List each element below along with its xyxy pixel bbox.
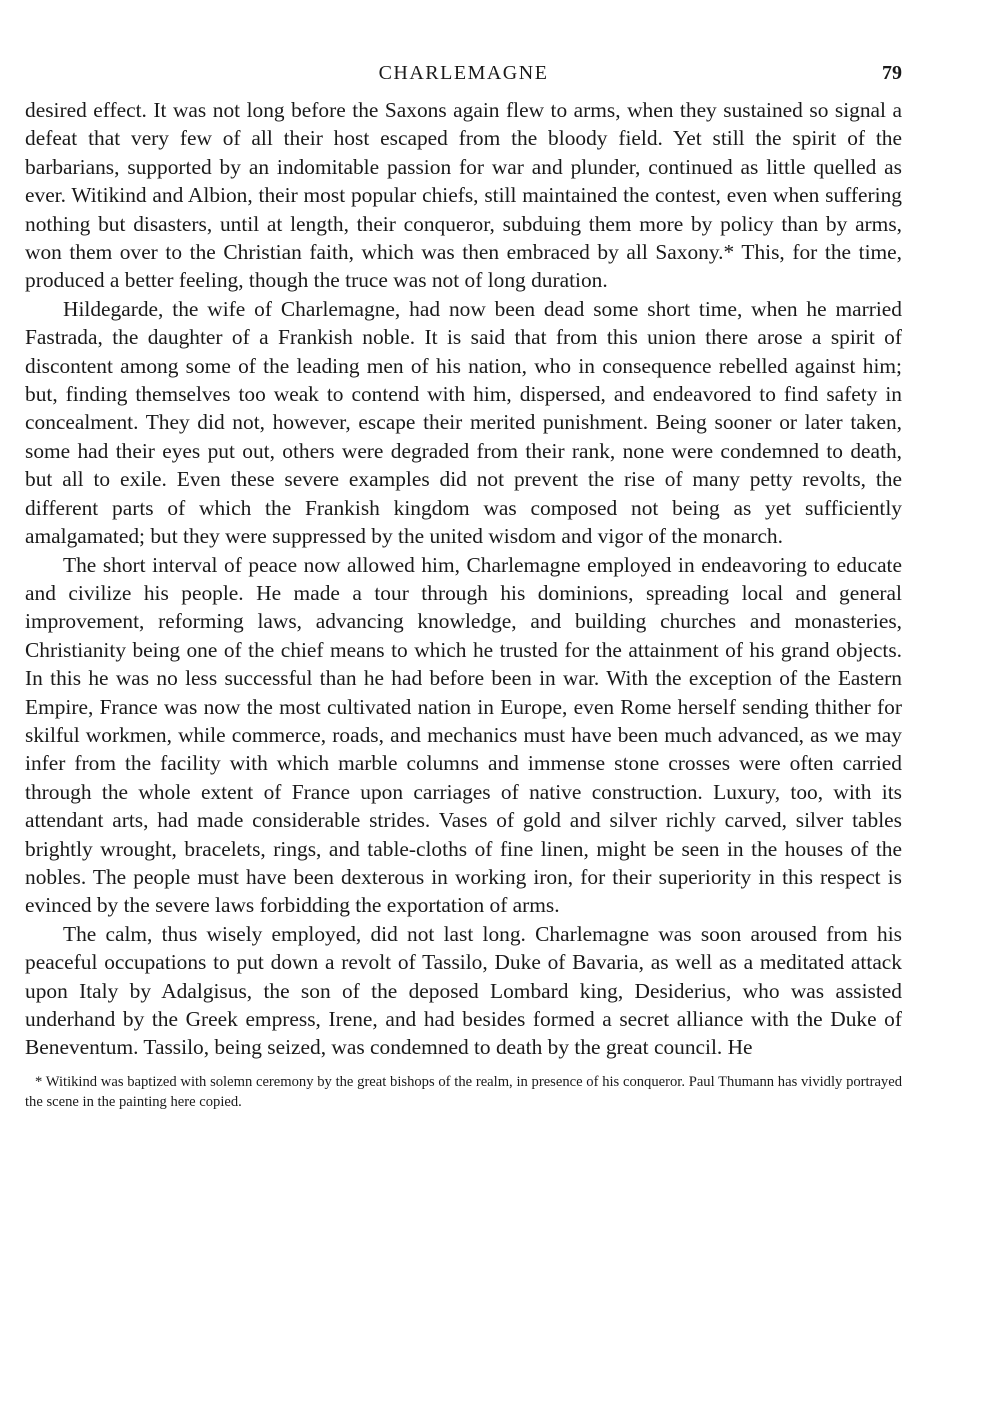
body-text <box>25 96 902 1062</box>
running-header <box>25 62 902 96</box>
paragraph: The calm, thus wisely employed, did not last long. Charlemagne was soon aroused from his peaceful occupations to put down a revolt of Tassilo, Duke of Bavaria, as well as a meditated attack upon Italy by Adalgisus, the son of the deposed Lombard king, Desiderius, who was assisted underhand by the Greek empress, Irene, and had besides formed a secret alliance with the Duke of Beneventum. Tassilo, being seized, was condemned to death by the great council. He <box>25 921 902 1060</box>
paragraph: Hildegarde, the wife of Charlemagne, had now been dead some short time, when he married Fastrada, the daughter of a Frankish noble. It is said that from this union there arose a spirit of discontent among some of the leading men of his nation, who in consequence rebelled against him; but, finding themselves too weak to contend with him, dispersed, and endeavored to find safety in concealment. They did not, however, escape their merited punishment. Being sooner or later taken, some had their eyes put out, others were degraded from their rank, none were condemned to death, but all to exile. Even these severe examples did not prevent the rise of many petty revolts, the different parts of which the Frankish kingdom was composed not being as yet sufficiently amalgamated; but they were suppressed by the united wisdom and vigor of the monarch. <box>25 296 902 549</box>
footnote: * Witikind was baptized with solemn ceremony by the great bishops of the realm, in presence of his conqueror. Paul Thumann has vividly portrayed the scene in the painting here copied. <box>25 1073 902 1110</box>
book-page <box>25 62 902 1112</box>
header-title: CHARLEMAGNE <box>378 62 549 84</box>
paragraph: The short interval of peace now allowed him, Charlemagne employed in endeavoring to educate and civilize his people. He made a tour through his dominions, spreading local and general improvement, reforming laws, advancing knowledge, and building churches and monasteries, Christianity being one of the chief means to which he trusted for the attainment of his grand objects. In this he was no less successful than he had before been in war. With the exception of the Eastern Empire, France was now the most cultivated nation in Europe, even Rome herself sending thither for skilful workmen, while commerce, roads, and mechanics must have been much advanced, as we may infer from the facility with which marble columns and immense stone crosses were often carried through the whole extent of France upon carriages of native construction. Luxury, too, with its attendant arts, had made considerable strides. Vases of gold and silver richly carved, silver tables brightly wrought, bracelets, rings, and table-cloths of fine linen, might be seen in the houses of the nobles. The people must have been dexterous in working iron, for their superiority in this respect is evinced by the severe laws forbidding the exportation of arms. <box>25 552 902 918</box>
paragraph: desired effect. It was not long before the Saxons again flew to arms, when they sustained so signal a defeat that very few of all their host escaped from the bloody field. Yet still the spirit of the barbarians, supported by an indomitable passion for war and plunder, continued as little quelled as ever. Witikind and Albion, their most popular chiefs, still maintained the contest, even when suffering nothing but disasters, until at length, their conqueror, subduing them more by policy than by arms, won them over to the Christian faith, which was then embraced by all Saxony.* This, for the time, produced a better feeling, though the truce was not of long duration. <box>25 98 902 293</box>
page-number: 79 <box>882 62 902 84</box>
